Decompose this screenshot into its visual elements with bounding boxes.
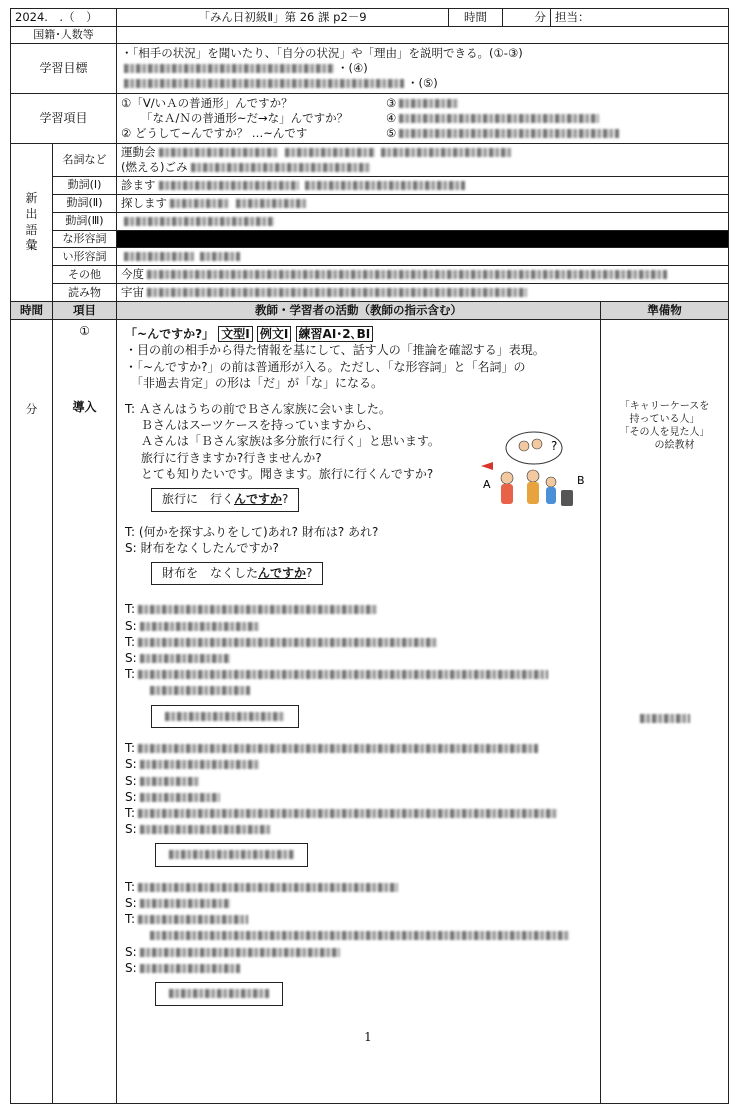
vocab-words: 運動会 (燃える)ごみ bbox=[117, 143, 729, 176]
activity-number: ① bbox=[79, 324, 90, 339]
nationality-label: 国籍･人数等 bbox=[11, 26, 117, 43]
goal-line: ・(⑤) bbox=[121, 76, 724, 91]
study-item-5: ⑤ bbox=[386, 126, 622, 141]
lesson-title: 「みん日初級Ⅱ」第 26 課 p2－9 bbox=[117, 9, 449, 27]
prep-line: の絵教材 bbox=[654, 440, 695, 452]
page-number: 1 bbox=[364, 1030, 372, 1044]
sentence-box bbox=[151, 705, 299, 729]
study-item-3: ③ bbox=[386, 96, 462, 111]
sentence-box bbox=[155, 982, 283, 1006]
note-line: 「非過去肯定」の形は「だ」が「な」になる。 bbox=[125, 375, 384, 390]
vocab-row-i-adj bbox=[11, 248, 729, 266]
tag-example: 例文Ⅰ bbox=[257, 326, 291, 342]
sentence-box: 財布を なくしたんですか? bbox=[151, 562, 323, 586]
activity-heading: 「~んですか?」 文型Ⅰ 例文Ⅰ 練習AⅠ･2､BⅠ bbox=[125, 326, 592, 342]
items-label: 学習項目 bbox=[11, 94, 117, 144]
nationality-row bbox=[11, 26, 729, 43]
speaker-label: S: bbox=[125, 789, 137, 804]
vocab-row-verb2 bbox=[11, 194, 729, 212]
vocab-words: 探します bbox=[117, 194, 729, 212]
dialog-line: T: (何かを探すふりをして)あれ? 財布は? あれ? bbox=[125, 524, 379, 539]
teacher-label[interactable]: 担当： bbox=[551, 9, 729, 27]
speaker-label: S: bbox=[125, 822, 137, 837]
speaker-label: S: bbox=[125, 896, 137, 911]
goals-cell bbox=[117, 44, 729, 94]
vocab-words bbox=[117, 212, 729, 230]
lesson-plan-table bbox=[10, 8, 729, 1104]
items-cell bbox=[117, 94, 729, 144]
svg-text:B: B bbox=[577, 474, 585, 488]
time-label: 時間 bbox=[449, 9, 503, 27]
stage-label: 導入 bbox=[72, 399, 97, 414]
study-item-2: ② どうして~んですか？ …~んです bbox=[121, 125, 308, 140]
vocab-row-verb3 bbox=[11, 212, 729, 230]
lesson-plan-page bbox=[10, 8, 728, 1104]
vocab-row-nouns bbox=[11, 143, 729, 176]
speaker-label: S: bbox=[125, 944, 137, 959]
header-row bbox=[11, 9, 729, 27]
speaker-label: T: bbox=[125, 805, 136, 820]
speaker-label: T: bbox=[125, 602, 136, 617]
activity-header-row bbox=[11, 302, 729, 320]
speaker-label: T: bbox=[125, 879, 136, 894]
dialog-line: T: Ａさんはうちの前でＢさん家族に会いました。 bbox=[125, 401, 391, 416]
study-item-4: ④ bbox=[386, 111, 602, 126]
tag-practice: 練習AⅠ･2､BⅠ bbox=[296, 326, 374, 342]
vocab-words bbox=[117, 248, 729, 266]
vocab-row-verb1 bbox=[11, 176, 729, 194]
goals-label: 学習目標 bbox=[11, 44, 117, 94]
speaker-label: T: bbox=[125, 912, 136, 927]
speaker-label: S: bbox=[125, 618, 137, 633]
goals-row bbox=[11, 44, 729, 94]
dialog-line: とても知りたいです。聞きます。旅行に行くんですか? bbox=[125, 466, 434, 481]
speaker-label: S: bbox=[125, 773, 137, 788]
vocab-row-na-adj bbox=[11, 230, 729, 248]
sentence-box bbox=[155, 843, 308, 867]
prep-line: 持っている人」 bbox=[629, 414, 700, 426]
speaker-label: S: bbox=[125, 960, 137, 975]
speaker-label: S: bbox=[125, 651, 137, 666]
speaker-label: S: bbox=[125, 757, 137, 772]
note-line: ・目の前の相手から得た情報を基にして、話す人の「推論を確認する」表現。 bbox=[125, 343, 545, 358]
vocab-type-label: い形容詞 bbox=[53, 248, 117, 266]
vocab-type-label: その他 bbox=[53, 266, 117, 284]
dialog-line: 旅行に行きますか?行きませんか? bbox=[125, 450, 322, 465]
svg-text:A: A bbox=[483, 478, 491, 492]
vocab-type-label: 動詞(Ⅲ) bbox=[53, 212, 117, 230]
col-item-header: 項目 bbox=[53, 302, 117, 320]
vocab-redacted-bar bbox=[117, 230, 729, 248]
prep-line: 「キャリーケースを bbox=[619, 401, 710, 413]
vocab-type-label: な形容詞 bbox=[53, 230, 117, 248]
item-cell bbox=[53, 320, 117, 1104]
vocab-type-label: 読み物 bbox=[53, 284, 117, 302]
speaker-label: T: bbox=[125, 667, 136, 682]
dialog-line: Ａさんは「Ｂさん家族は多分旅行に行く」と思います。 bbox=[125, 434, 440, 449]
vocab-words: 宇宙 bbox=[117, 284, 729, 302]
col-activity-header: 教師・学習者の活動（教師の指示含む） bbox=[117, 302, 601, 320]
items-row bbox=[11, 94, 729, 144]
goal-line: ・(④) bbox=[121, 61, 724, 76]
sentence-box: 旅行に 行くんですか? bbox=[151, 488, 299, 512]
speaker-label: T: bbox=[125, 634, 136, 649]
activity-body-row bbox=[11, 320, 729, 1104]
vocab-type-label: 名詞など bbox=[53, 143, 117, 176]
speaker-label: T: bbox=[125, 741, 136, 756]
vocab-words: 今度 bbox=[117, 266, 729, 284]
vocab-type-label: 動詞(Ⅰ) bbox=[53, 176, 117, 194]
prep-cell bbox=[601, 320, 729, 1104]
nationality-value[interactable] bbox=[117, 26, 729, 43]
vocab-type-label: 動詞(Ⅱ) bbox=[53, 194, 117, 212]
activity-cell bbox=[117, 320, 601, 1104]
tag-pattern: 文型Ⅰ bbox=[218, 326, 252, 342]
dialog-line: S: 財布をなくしたんですか? bbox=[125, 540, 279, 555]
minutes-label: 分 bbox=[503, 9, 551, 27]
goal-line: ・「相手の状況」を聞いたり、「自分の状況」や「理由」を説明できる。(①-③) bbox=[121, 46, 523, 61]
vocab-row-other bbox=[11, 266, 729, 284]
col-prep-header: 準備物 bbox=[601, 302, 729, 320]
time-cell: 分 bbox=[11, 320, 53, 1104]
study-item-1b: 「なＡ/Ｎの普通形~だ→な」んですか？ bbox=[141, 110, 349, 125]
svg-text:?: ? bbox=[551, 439, 558, 454]
study-item-1: ①「V/いＡの普通形」んですか？ bbox=[121, 96, 293, 111]
col-time-header: 時間 bbox=[11, 302, 53, 320]
date-cell[interactable]: 2024. .（ ） bbox=[11, 9, 117, 27]
prep-line: 「その人を見た人」 bbox=[619, 427, 710, 439]
vocab-label: 新出語彙 bbox=[11, 143, 53, 301]
travel-family-illustration bbox=[477, 426, 591, 512]
vocab-words: 診ます bbox=[117, 176, 729, 194]
vocab-row-reading bbox=[11, 284, 729, 302]
note-line: ・「~んですか?」の前は普通形が入る。ただし、「な形容詞」と「名詞」の bbox=[125, 359, 526, 374]
dialog-line: Ｂさんはスーツケースを持っていますから、 bbox=[125, 418, 380, 433]
